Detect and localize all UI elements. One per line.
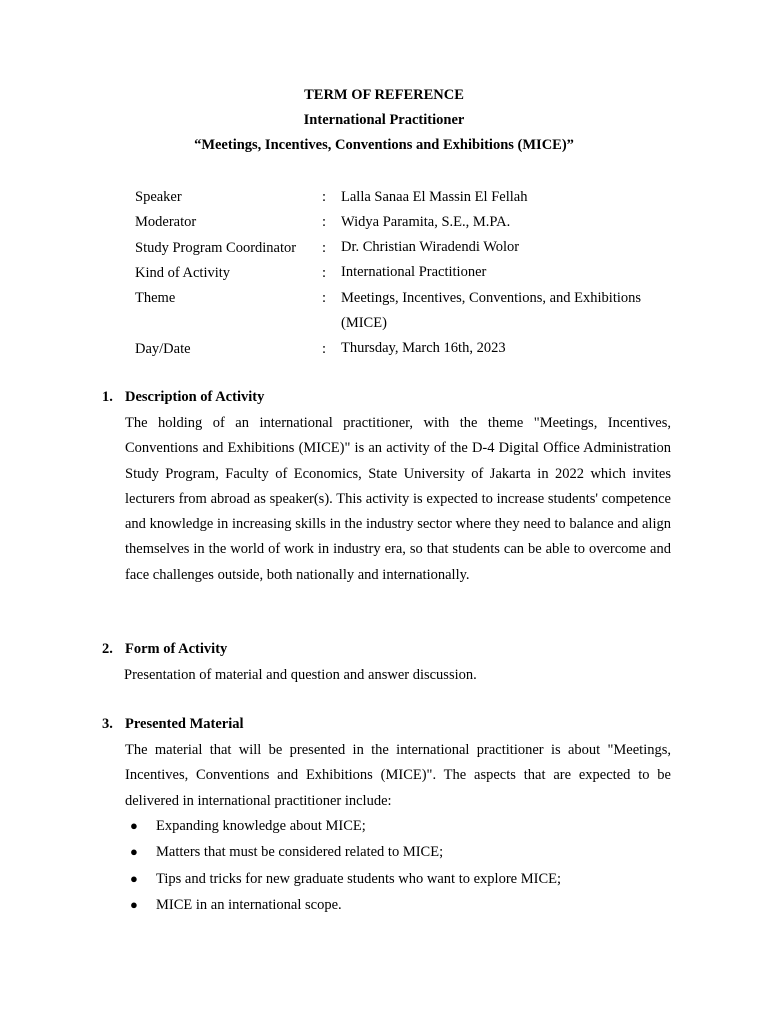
list-item-text: Tips and tricks for new graduate students who want to explore MICE; — [156, 870, 561, 887]
bullet-icon: ● — [130, 844, 138, 860]
info-label: Moderator — [135, 214, 197, 231]
info-separator: : — [322, 189, 327, 205]
section-paragraph: The material that will be presented in the international practitioner is about "Meetings, Incentives, Conventions and Exhibitions (MICE)". The aspects that are expected to be delivered in international practitioner include: — [125, 742, 671, 809]
info-row-date — [135, 339, 695, 364]
list-item-text: Expanding knowledge about MICE; — [156, 818, 366, 834]
list-item — [125, 894, 671, 920]
info-row-speaker — [135, 187, 695, 212]
info-row-coordinator — [135, 238, 695, 263]
info-separator: : — [322, 264, 327, 281]
info-separator: : — [322, 239, 327, 256]
section-heading: Presented Material — [125, 716, 244, 732]
info-table — [135, 187, 695, 364]
info-separator: : — [322, 340, 327, 357]
info-separator: : — [322, 290, 327, 307]
section-number: 1. — [102, 389, 113, 405]
list-item — [125, 841, 671, 867]
document-title: TERM OF REFERENCE — [304, 87, 464, 103]
list-item-text: MICE in an international scope. — [156, 896, 342, 913]
bullet-icon: ● — [130, 870, 138, 886]
section-paragraph: The holding of an international practitioner, with the theme "Meetings, Incentives, Conventions and Exhibitions (MICE)" is an activity of the D-4 Digital Office Administration Study Program, Faculty of Economics, State University of Jakarta in 2022 which invites lecturers from abroad as speaker(s). This activity is expected to increase students' competence and knowledge in increasing skills in the industry sector where they need to balance and align themselves in the world of work in industry era, so that students can be able to overcome and face challenges outside, both nationally and internationally. — [125, 415, 671, 583]
info-row-moderator — [135, 212, 695, 237]
info-value: Widya Paramita, S.E., M.PA. — [341, 213, 511, 230]
bullet-icon: ● — [130, 818, 138, 833]
document-subtitle: International Practitioner — [303, 112, 465, 128]
section-heading: Form of Activity — [125, 641, 228, 657]
list-item-text: Matters that must be considered related to MICE; — [156, 844, 444, 861]
section-heading: Description of Activity — [125, 389, 265, 405]
info-label: Theme — [135, 290, 176, 307]
list-item — [125, 868, 671, 894]
info-value: Dr. Christian Wiradendi Wolor — [341, 239, 520, 256]
info-label: Day/Date — [135, 340, 191, 357]
bullet-list — [125, 815, 671, 920]
info-label: Study Program Coordinator — [135, 239, 297, 256]
list-item — [125, 815, 671, 841]
section-number: 3. — [102, 716, 113, 732]
info-label: Kind of Activity — [135, 264, 231, 281]
section-paragraph: Presentation of material and question and answer discussion. — [124, 667, 477, 683]
info-value: Meetings, Incentives, Conventions, and Exhibitions (MICE) — [341, 289, 642, 331]
document-theme-title: “Meetings, Incentives, Conventions and Exhibitions (MICE)” — [194, 137, 574, 153]
info-row-theme — [135, 288, 695, 339]
info-value: International Practitioner — [341, 264, 487, 281]
bullet-icon: ● — [130, 896, 138, 912]
section-number: 2. — [102, 641, 113, 657]
info-row-kind — [135, 263, 695, 288]
info-label: Speaker — [135, 189, 182, 205]
info-separator: : — [322, 214, 327, 231]
info-value: Lalla Sanaa El Massin El Fellah — [341, 188, 528, 205]
info-value: Thursday, March 16th, 2023 — [341, 340, 506, 357]
